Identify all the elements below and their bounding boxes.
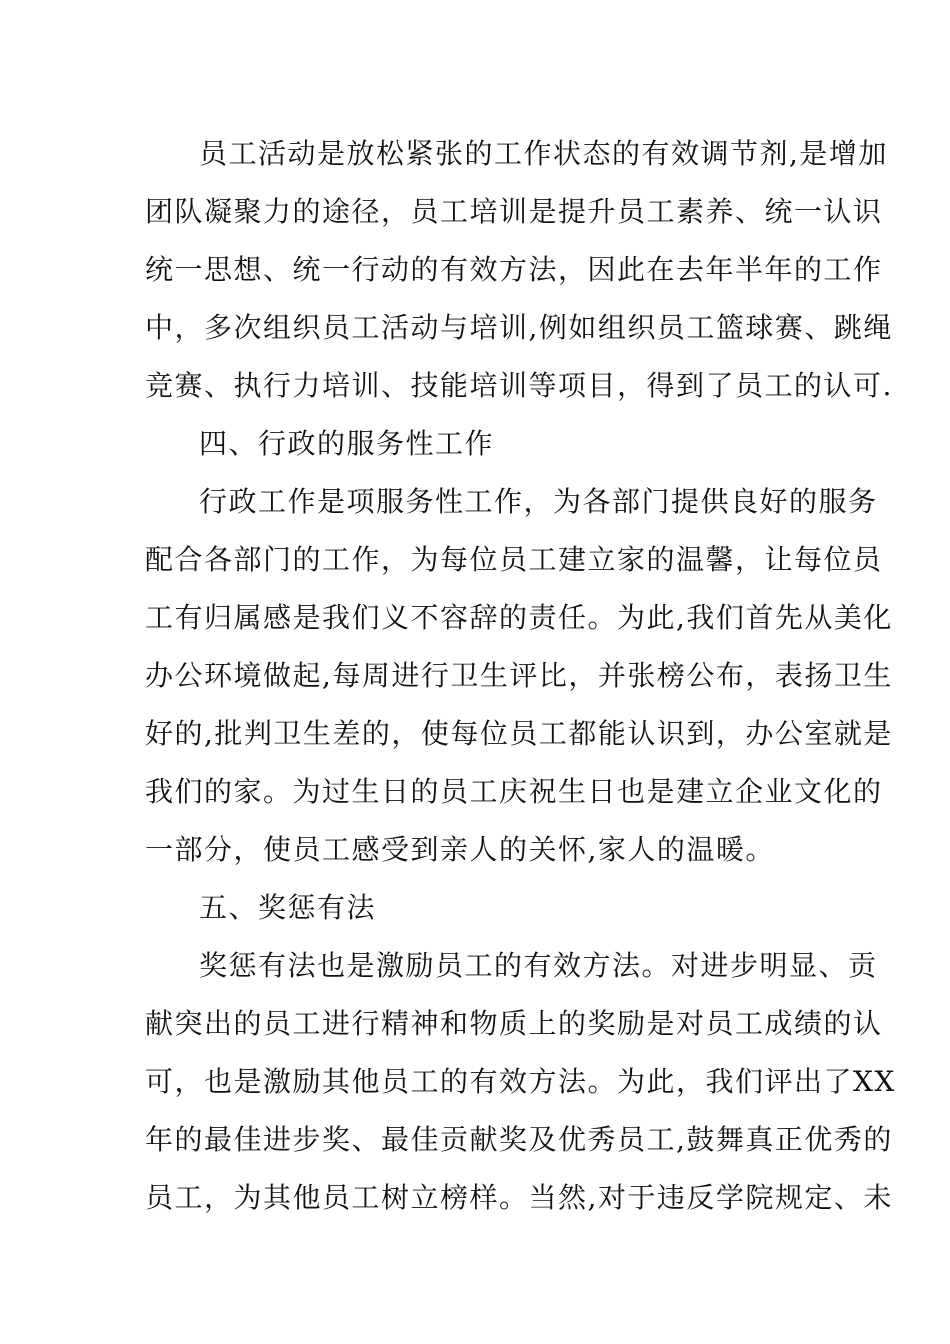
paragraph-line: 统一思想、统一行动的有效方法，因此在去年半年的工作 [145,253,883,286]
paragraph-line: 行政工作是项服务性工作，为各部门提供良好的服务 [199,485,878,518]
paragraph-line: 配合各部门的工作，为每位员工建立家的温馨，让每位员 [145,543,883,576]
paragraph-line: 可，也是激励其他员工的有效方法。为此，我们评出了XX [145,1065,896,1098]
paragraph-line: 竞赛、执行力培训、技能培训等项目，得到了员工的认可. [145,369,893,402]
paragraph-line: 我们的家。为过生日的员工庆祝生日也是建立企业文化的 [145,775,883,808]
paragraph-line: 中，多次组织员工活动与培训,例如组织员工篮球赛、跳绳 [145,311,893,344]
paragraph-line: 好的,批判卫生差的，使每位员工都能认识到，办公室就是 [145,717,893,750]
paragraph-line: 奖惩有法也是激励员工的有效方法。对进步明显、贡 [199,949,878,982]
section-heading: 五、奖惩有法 [199,891,377,924]
paragraph-line: 员工活动是放松紧张的工作状态的有效调节剂,是增加 [199,137,888,170]
paragraph-line: 团队凝聚力的途径，员工培训是提升员工素养、统一认识 [145,195,883,228]
paragraph-line: 办公环境做起,每周进行卫生评比，并张榜公布，表扬卫生 [145,659,893,692]
section-heading: 四、行政的服务性工作 [199,427,495,460]
paragraph-line: 一部分，使员工感受到亲人的关怀,家人的温暖。 [145,833,775,866]
paragraph-line: 年的最佳进步奖、最佳贡献奖及优秀员工,鼓舞真正优秀的 [145,1123,893,1156]
document-body [145,125,896,1227]
paragraph-line: 献突出的员工进行精神和物质上的奖励是对员工成绩的认 [145,1007,883,1040]
paragraph-line: 工有归属感是我们义不容辞的责任。为此,我们首先从美化 [145,601,893,634]
paragraph-line: 员工，为其他员工树立榜样。当然,对于违反学院规定、未 [145,1181,893,1214]
